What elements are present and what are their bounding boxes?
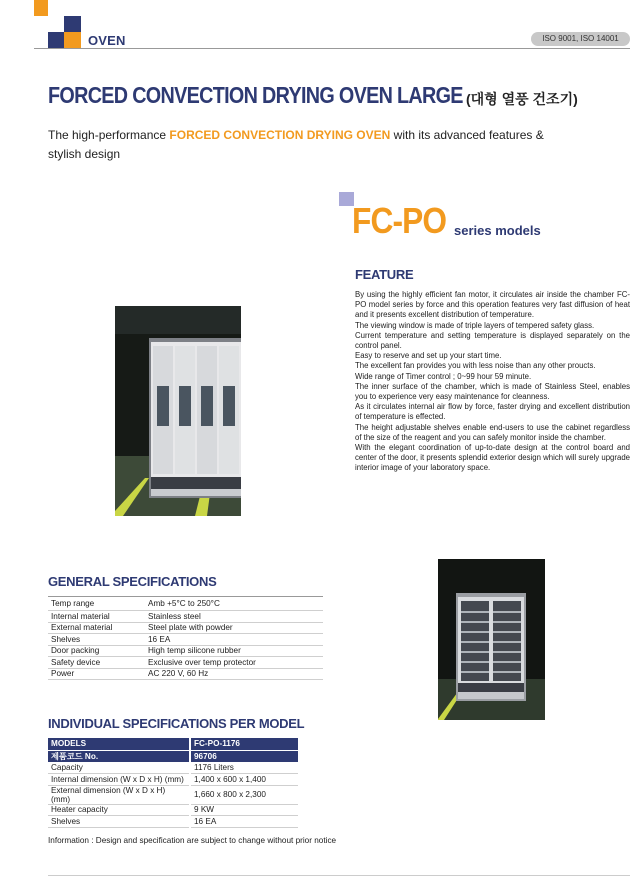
feature-item: By using the highly efficient fan motor, it circulates air inside the chamber FC-PO model series by force and this operation features very fast diffusion of heat and it presents excellent distribution of temperature. bbox=[355, 290, 630, 320]
model-spec-value: 9 KW bbox=[190, 804, 298, 816]
spec-value: Exclusive over temp protector bbox=[145, 657, 323, 669]
feature-item: The inner surface of the chamber, which is made of Stainless Steel, enables you to experience very easy maintenance for cleanness. bbox=[355, 381, 630, 402]
spec-label: Power bbox=[48, 668, 145, 680]
iso-badge: ISO 9001, ISO 14001 bbox=[531, 32, 630, 46]
spec-row bbox=[48, 611, 323, 623]
model-spec-value: 1176 Liters bbox=[190, 762, 298, 774]
spec-label: Internal material bbox=[48, 611, 145, 623]
feature-item: As it circulates internal air flow by force, faster drying and excellent distribution of temperature is effected. bbox=[355, 402, 630, 422]
model-series-label: series models bbox=[454, 223, 541, 238]
header-divider bbox=[34, 48, 630, 49]
spec-row bbox=[48, 634, 323, 646]
spec-row bbox=[48, 597, 323, 611]
individual-specs-title: INDIVIDUAL SPECIFICATIONS PER MODEL bbox=[48, 716, 305, 731]
intro-after: with its advanced features & stylish design bbox=[48, 128, 544, 161]
model-spec-row bbox=[48, 785, 298, 804]
brand-logo bbox=[34, 0, 82, 48]
logo-square-navy bbox=[48, 32, 64, 48]
individual-specs-table bbox=[48, 738, 298, 828]
logo-square-orange bbox=[34, 0, 48, 16]
general-specs-title: GENERAL SPECIFICATIONS bbox=[48, 574, 217, 589]
oven-photo-closed-image bbox=[115, 306, 241, 516]
section-label: OVEN bbox=[88, 33, 126, 48]
model-spec-label: Capacity bbox=[48, 762, 190, 774]
logo-square-orange bbox=[64, 32, 81, 48]
model-header-value: 96706 bbox=[190, 750, 298, 762]
intro-text bbox=[48, 126, 568, 164]
model-spec-row bbox=[48, 804, 298, 816]
general-specs-table bbox=[48, 596, 323, 680]
model-spec-row bbox=[48, 816, 298, 828]
feature-list bbox=[355, 290, 630, 474]
feature-item: Easy to reserve and set up your start time. bbox=[355, 351, 502, 361]
model-spec-value: 1,400 x 600 x 1,400 bbox=[190, 774, 298, 786]
spec-value: Stainless steel bbox=[145, 611, 323, 623]
spec-row bbox=[48, 645, 323, 657]
model-spec-label: Internal dimension (W x D x H) (mm) bbox=[48, 774, 190, 786]
spec-label: Door packing bbox=[48, 645, 145, 657]
feature-item: Current temperature and setting temperature is displayed separately on the control panel. bbox=[355, 330, 630, 351]
spec-row bbox=[48, 657, 323, 669]
model-spec-value: 16 EA bbox=[190, 816, 298, 828]
oven-photo-open-image bbox=[438, 559, 545, 720]
model-spec-row bbox=[48, 762, 298, 774]
page-title-korean: (대형 열풍 건조기) bbox=[466, 91, 578, 107]
feature-item: With the elegant coordination of up-to-date design at the control board and center of the door, it presents splendid exterior design which will surely upgrade interior image of your laboratory space. bbox=[355, 443, 630, 473]
information-note: Information : Design and specification are subject to change without prior notice bbox=[48, 836, 337, 845]
spec-label: Shelves bbox=[48, 634, 145, 646]
model-spec-label: Heater capacity bbox=[48, 804, 190, 816]
spec-label: Temp range bbox=[48, 597, 145, 611]
spec-label: External material bbox=[48, 622, 145, 634]
spec-label: Safety device bbox=[48, 657, 145, 669]
intro-highlight: FORCED CONVECTION DRYING OVEN bbox=[169, 128, 391, 142]
model-header-row bbox=[48, 738, 298, 750]
model-spec-value: 1,660 x 800 x 2,300 bbox=[190, 785, 298, 804]
spec-value: Amb +5°C to 250°C bbox=[145, 597, 323, 611]
footer-divider bbox=[48, 875, 630, 876]
oven-photo-open bbox=[438, 559, 545, 720]
spec-value: High temp silicone rubber bbox=[145, 645, 323, 657]
feature-item: Wide range of Timer control ; 0~99 hour 59 minute. bbox=[355, 371, 532, 381]
model-header-label: MODELS bbox=[48, 738, 190, 750]
feature-item: The height adjustable shelves enable end-users to use the cabinet regardless of the size of the reagent and you can safely monitor inside the chamber. bbox=[355, 422, 630, 442]
model-code: FC-PO bbox=[352, 200, 447, 241]
spec-value: 16 EA bbox=[145, 634, 323, 646]
model-header-value: FC-PO-1176 bbox=[190, 738, 298, 750]
model-spec-row bbox=[48, 774, 298, 786]
spec-value: AC 220 V, 60 Hz bbox=[145, 668, 323, 680]
intro-before: The high-performance bbox=[48, 128, 170, 142]
model-header-row bbox=[48, 750, 298, 762]
spec-row bbox=[48, 668, 323, 680]
logo-square-navy bbox=[64, 16, 81, 32]
page-title: FORCED CONVECTION DRYING OVEN LARGE bbox=[48, 82, 463, 108]
spec-value: Steel plate with powder bbox=[145, 622, 323, 634]
spec-row bbox=[48, 622, 323, 634]
model-spec-label: Shelves bbox=[48, 816, 190, 828]
feature-title: FEATURE bbox=[355, 267, 414, 282]
model-spec-label: External dimension (W x D x H) (mm) bbox=[48, 785, 190, 804]
feature-item: The excellent fan provides you with less noise than any other proucts. bbox=[355, 361, 596, 371]
model-header-label: 제품코드 No. bbox=[48, 750, 190, 762]
feature-item: The viewing window is made of triple layers of tempered safety glass. bbox=[355, 320, 595, 330]
oven-photo-closed bbox=[115, 306, 241, 516]
